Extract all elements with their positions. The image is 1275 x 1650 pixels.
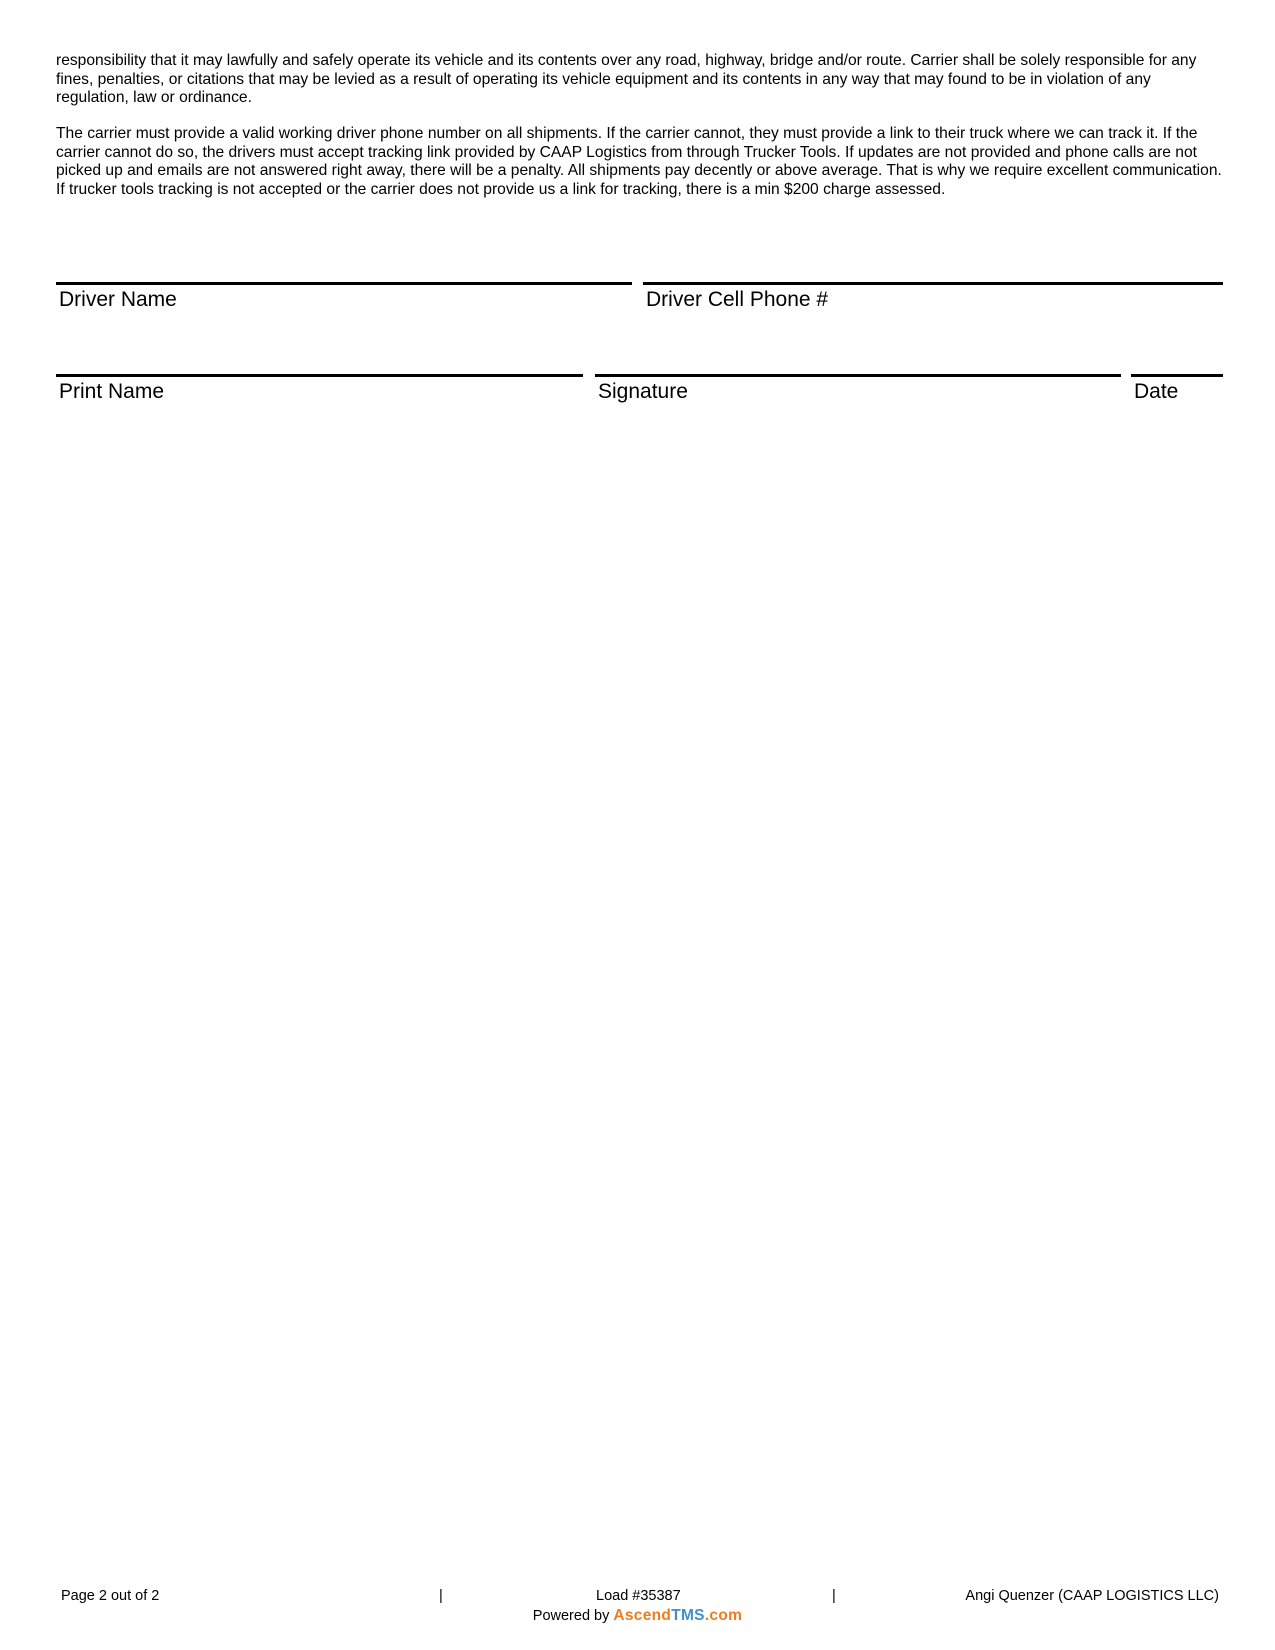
- terms-paragraph-tracking: The carrier must provide a valid working driver phone number on all shipments. If the carrier cannot, they must provide a link to their truck where we can track it. If the carrier cannot do so, the drivers must accept tracking link provided by CAAP Logistics from through Trucker Tools. If updates are not provided and phone calls are not picked up and emails are not answered right away, there will be a penalty. All shipments pay decently or above average. That is why we require excellent communication. If trucker tools tracking is not accepted or the carrier does not provide us a link for tracking, there is a min $200 charge assessed.: [56, 125, 1222, 198]
- signature-field[interactable]: [595, 374, 1121, 404]
- print-name-field[interactable]: [56, 374, 583, 404]
- footer-separator: |: [832, 1588, 836, 1604]
- date-label: Date: [1134, 380, 1179, 403]
- driver-cell-phone-label: Driver Cell Phone #: [646, 288, 829, 311]
- footer-separator: |: [439, 1588, 443, 1604]
- footer-load-number: Load #35387: [596, 1588, 681, 1604]
- powered-by-label: Powered by: [532, 1608, 610, 1624]
- signature-line: [595, 374, 1121, 377]
- print-name-line: [56, 374, 583, 377]
- footer-user: Angi Quenzer (CAAP LOGISTICS LLC): [965, 1588, 1219, 1604]
- brand-com: .com: [704, 1607, 743, 1624]
- print-name-label: Print Name: [59, 380, 165, 403]
- date-line: [1131, 374, 1223, 377]
- ascendtms-logo[interactable]: [613, 1607, 742, 1624]
- powered-by-line: [0, 1606, 1275, 1626]
- brand-tms: TMS: [671, 1607, 705, 1624]
- driver-name-field[interactable]: [56, 282, 632, 312]
- terms-paragraph-responsibility: responsibility that it may lawfully and safely operate its vehicle and its contents over any road, highway, bridge and/or route. Carrier shall be solely responsible for any fines, penalties, or citations that may be levied as a result of operating its vehicle equipment and its contents in any way that may found to be in violation of any regulation, law or ordinance.: [56, 52, 1197, 106]
- signature-label: Signature: [598, 380, 688, 403]
- driver-name-line: [56, 282, 632, 285]
- driver-cell-phone-field[interactable]: [643, 282, 1223, 312]
- driver-cell-phone-line: [643, 282, 1223, 285]
- footer-page-number: Page 2 out of 2: [61, 1588, 160, 1604]
- driver-name-label: Driver Name: [59, 288, 177, 311]
- brand-ascend: Ascend: [613, 1607, 672, 1624]
- date-field[interactable]: [1131, 374, 1223, 404]
